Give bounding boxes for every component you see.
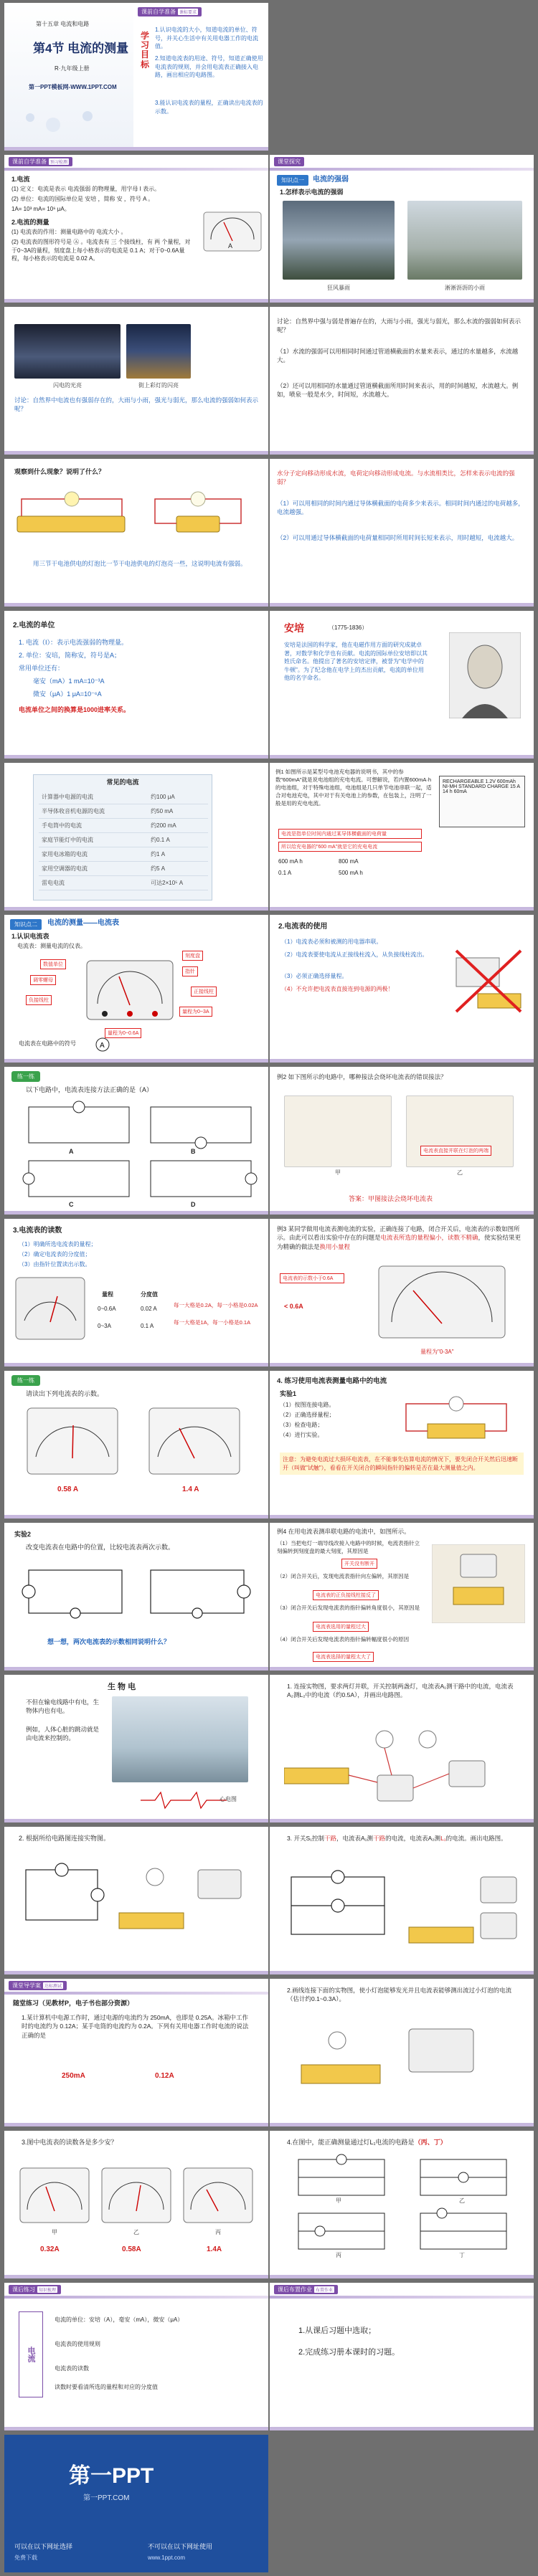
units-heading: 2.电流的单位 bbox=[13, 622, 55, 629]
slide-21-bio-electricity bbox=[4, 1675, 268, 1822]
exp1-step-3: （3）检查电路； bbox=[280, 1422, 324, 1428]
practice-circuits bbox=[14, 1100, 258, 1207]
answer-yi: 0.58A bbox=[122, 2245, 141, 2253]
ammeter-symbol-icon bbox=[95, 1037, 110, 1052]
usage-3: （3）必须正确选择量程。 bbox=[281, 973, 348, 979]
section-label: 知识点一 bbox=[277, 175, 308, 186]
slide-4-discussion bbox=[4, 307, 268, 455]
brand-text: 第一PPT模板网-WWW.1PPT.COM bbox=[29, 84, 117, 90]
footer-stripe bbox=[4, 147, 268, 151]
goal-label: 学习目标 bbox=[141, 31, 150, 70]
summary-2: 电流表的使用规则 bbox=[55, 2341, 100, 2347]
division-2: 0.1 A bbox=[141, 1323, 154, 1329]
label-dial: 刻度盘 bbox=[182, 951, 203, 961]
slide-23-task2 bbox=[4, 1827, 268, 1974]
slide-10-example1 bbox=[270, 763, 534, 911]
current-value: 约200 mA bbox=[148, 819, 208, 833]
current-row bbox=[39, 876, 208, 890]
example4-a3: 电流表选用的量程过大 bbox=[313, 1622, 369, 1632]
meter-2 bbox=[148, 1407, 241, 1475]
calc-4: 500 mA h bbox=[339, 870, 363, 876]
example1-highlight-1: 电流是指单位时间内通过某导体横截面的电荷量 bbox=[278, 829, 422, 839]
usage-4: （4）不允许把电流表直接连到电源的两极！ bbox=[281, 986, 394, 992]
task4-text: 2.画线连接下面的实物图，使小灯泡能够发光并且电流表能够测出流过小灯泡的电流（估计约0.1~0.3A）。 bbox=[287, 1987, 512, 2003]
decorative-dots bbox=[16, 103, 123, 138]
discussion-question: 讨论：自然界中电流也有强弱存在的，大雨与小雨，强光与弱光，那么电流的强弱如何表示呢？ bbox=[14, 396, 259, 413]
label-range-3a: 量程为0~3A bbox=[179, 1007, 212, 1017]
caption-meter-jia: 甲 bbox=[52, 2229, 57, 2235]
option-d: D bbox=[191, 1201, 196, 1208]
task3-components bbox=[402, 1870, 524, 1956]
exp1-step-4: （4）进行实验。 bbox=[280, 1432, 324, 1438]
division-1: 0.02 A bbox=[141, 1306, 157, 1312]
example3-ammeter bbox=[377, 1265, 506, 1344]
example4-q4: （4）闭合开关后发现电流表的指针偏转幅度很小的原因 bbox=[277, 1636, 410, 1643]
lightning-image bbox=[14, 324, 121, 379]
bio-para-2: 例如，人体心脏的跳动就是由电流来控制的。 bbox=[26, 1726, 100, 1742]
red-note-2: 每一大格是1A，每一小格是0.1A bbox=[174, 1319, 251, 1326]
slide-30-homework bbox=[270, 2283, 534, 2430]
slide-4b-water bbox=[270, 307, 534, 455]
current-row bbox=[39, 847, 208, 862]
observe-answer: 用三节干电池供电的灯泡比一节干电池供电的灯泡亮一些，这说明电流有强弱。 bbox=[33, 560, 247, 567]
ecg-caption: 心电图 bbox=[220, 1796, 237, 1802]
usage-1: （1）电流表必须和被测的用电器串联。 bbox=[281, 938, 382, 945]
precheck-line-7: (2) 电流表的图形符号是 Ⓐ 。电流表有 三 个接线柱，有 两 个量程，对于0~3A的量程，刻度盘上每小格表示的电流是 0.1 A；对于0~0.6A量程，每小格表示的电流是 0.02 A。 bbox=[11, 239, 191, 262]
meter-yi bbox=[100, 2167, 172, 2224]
storm-image bbox=[283, 201, 395, 280]
caption-jia-circuit: 甲 bbox=[336, 2197, 341, 2204]
example4-q3: （3）闭合开关后发现电流表的指针偏转角度很小，其原因是 bbox=[277, 1605, 420, 1611]
slide-24-task3 bbox=[270, 1827, 534, 1974]
current-row bbox=[39, 833, 208, 847]
circuit-one-cell bbox=[141, 488, 255, 538]
precheck-line-6: (1) 电流表的作用：测量电路中的 电流大小 。 bbox=[11, 229, 127, 235]
col-range: 量程 bbox=[102, 1291, 113, 1298]
units-line-4: 毫安（mA）1 mA=10⁻³A bbox=[33, 678, 105, 685]
meter-2-answer: 1.4 A bbox=[182, 1486, 199, 1493]
meter-1 bbox=[26, 1407, 119, 1475]
slide-15-reading bbox=[4, 1219, 268, 1367]
caption-lightning: 闪电的光亮 bbox=[53, 382, 82, 389]
current-device: 半导体收音机电源的电流 bbox=[39, 804, 148, 819]
section-2-label: 知识点二 bbox=[10, 919, 42, 930]
caption-meter-yi: 乙 bbox=[133, 2229, 139, 2235]
precheck-line-5: 2.电流的测量 bbox=[11, 219, 49, 226]
current-device: 家用空调器的电流 bbox=[39, 862, 148, 876]
summary-3: 电流表的读数 bbox=[55, 2365, 89, 2372]
badge-explore: 课堂探究 bbox=[274, 157, 304, 166]
slide-11-ammeter bbox=[4, 915, 268, 1063]
goal-1: 1.认识电流的大小，知道电流的单位、符号，并关心生活中有关用电器工作的电流值。 bbox=[155, 27, 258, 50]
slide-1-title bbox=[4, 3, 268, 151]
homework-2: 2.完成练习册本课时的习题。 bbox=[298, 2348, 400, 2357]
slide-26-task4 bbox=[270, 1979, 534, 2126]
subheading: 1.怎样表示电流的强弱 bbox=[280, 189, 344, 196]
current-value: 约50 mA bbox=[148, 804, 208, 819]
example4-a2: 电流表的正负接线柱接反了 bbox=[313, 1590, 379, 1600]
example4-q2: （2）闭合开关后，发现电流表指针向左偏转，其原因是 bbox=[277, 1573, 410, 1579]
caption-yi: 乙 bbox=[457, 1169, 463, 1176]
test-question: 1.某计算机中电源工作时，通过电源的电流约为 250mA，也即是 0.25A。冰箱中工作时的电流约为 0.12A；某手电筒的电流约为 0.2A。下列有关用电器工作时电流的说法正确的是 bbox=[22, 2014, 249, 2039]
current-device: 家用电冰箱的电流 bbox=[39, 847, 148, 862]
meter-1-answer: 0.58 A bbox=[57, 1486, 79, 1493]
task3-text: 3. 开关S₁控制干路，电流表A₁测干路的电流，电流表A₂测L₁的电流。画出电路图。 bbox=[287, 1835, 507, 1842]
caption-meter-bing: 丙 bbox=[215, 2229, 221, 2235]
slide-5-observe bbox=[4, 459, 268, 607]
wrong-connection-diagram bbox=[449, 944, 528, 1015]
summary-1: 电流的单位：安培（A），毫安（mA），微安（μA） bbox=[55, 2316, 184, 2323]
slide-22-task1 bbox=[270, 1675, 534, 1822]
slide-16-example3 bbox=[270, 1219, 534, 1367]
reading-step-2: （2）确定电流表的分度值； bbox=[19, 1251, 91, 1258]
current-row bbox=[39, 790, 208, 804]
task3-diagram bbox=[284, 1870, 392, 1949]
caption-yi-circuit: 乙 bbox=[459, 2197, 465, 2204]
ampere-name: 安培 bbox=[284, 622, 304, 634]
observe-question: 观察到什么现象？说明了什么？ bbox=[14, 468, 105, 475]
current-value: 可达2×10⁵ A bbox=[148, 876, 208, 890]
task2-text: 2. 根据所给电路图连接实物图。 bbox=[19, 1835, 110, 1842]
example4-a4: 电流表选择的量程太大了 bbox=[313, 1652, 374, 1662]
table-title: 常见的电流 bbox=[106, 779, 139, 786]
badge-precheck: 课前自学准备 预习检测 bbox=[9, 157, 72, 166]
battery-label: RECHARGEABLE 1.2V 600mAh NI-MH STANDARD CHARGE 15 A 14 h 60mA bbox=[439, 776, 525, 827]
practice-tag-2: 练一练 bbox=[11, 1375, 40, 1386]
example2-image-b bbox=[406, 1095, 514, 1167]
caption-street-lights: 街上彩灯的闪亮 bbox=[138, 382, 179, 389]
exp2-question: 改变电流表在电路中的位置，比较电流表两次示数。 bbox=[26, 1544, 175, 1551]
svg-text:A: A bbox=[100, 1042, 105, 1050]
ammeter-image bbox=[202, 208, 263, 252]
example4-text: 例4 在用电流表测串联电路的电流中，如图所示。 bbox=[277, 1528, 410, 1535]
water-point-1: （1）水流的强弱可以用相同时间通过管道横截面的水量来表示，通过的水量越多，水流越大。 bbox=[277, 348, 519, 364]
slide-14-example2 bbox=[270, 1067, 534, 1215]
current-device: 家庭节能灯中的电流 bbox=[39, 833, 148, 847]
circuits-question: 4.在图中，能正确测量通过灯L₁电流的电路是（丙、丁） bbox=[287, 2139, 447, 2146]
slide-17-read-meters bbox=[4, 1371, 268, 1518]
practice-question: 以下电路中，电流表连接方法正确的是（A） bbox=[26, 1086, 154, 1093]
bio-para-1: 不但在输电线路中有电，生物体内也有电。 bbox=[26, 1698, 100, 1715]
slide-13-practice bbox=[4, 1067, 268, 1215]
section-title: 电流的强弱 bbox=[313, 176, 349, 184]
slide-18-experiment1 bbox=[270, 1371, 534, 1518]
units-line-2: 2. 单位：安培，简称安，符号是A； bbox=[19, 652, 121, 659]
slide-19-experiment2 bbox=[4, 1523, 268, 1670]
example3-red-3: 量程为"0-3A" bbox=[420, 1349, 454, 1355]
test-answer-2: 0.12A bbox=[155, 2072, 174, 2080]
current-value: 约0.1 A bbox=[148, 833, 208, 847]
calc-3: 0.1 A bbox=[278, 870, 292, 876]
slide-7-units bbox=[4, 611, 268, 759]
slide-2-precheck bbox=[4, 155, 268, 303]
footer-left-top: 可以在以下网址选择 bbox=[14, 2543, 73, 2550]
chapter-label: 第十五章 电流和电路 bbox=[36, 21, 90, 27]
usage-heading: 2.电流表的使用 bbox=[278, 923, 328, 931]
slide-29-summary bbox=[4, 2283, 268, 2430]
caption-storm: 狂风暴雨 bbox=[327, 285, 350, 291]
current-value: 约100 μA bbox=[148, 790, 208, 804]
ammeter-definition: 电流表：测量电流的仪表。 bbox=[17, 943, 86, 949]
example2-answer: 答案：甲图接法会烧坏电流表 bbox=[349, 1195, 433, 1202]
circuit-options bbox=[284, 2152, 521, 2260]
calc-2: 800 mA bbox=[339, 858, 359, 865]
ecg-line bbox=[141, 1790, 227, 1811]
badge-summary: 课后练习 知识梳理 bbox=[9, 2285, 61, 2294]
summary-4: 读数时要看清所选的量程和对应的分度值 bbox=[55, 2384, 158, 2390]
ampere-portrait bbox=[449, 632, 521, 718]
current-row bbox=[39, 804, 208, 819]
slide-8-ampere bbox=[270, 611, 534, 759]
precheck-line-2: (1) 定义：电流是表示 电流强弱 的物理量，用字母 I 表示。 bbox=[11, 186, 161, 192]
example4-q1: （1）当把电灯一端导线改接入电路中的时候，电流表指针立刻偏转到刻度盘的最大刻度，其原因是 bbox=[277, 1540, 420, 1554]
answer-jia: 0.32A bbox=[40, 2245, 60, 2253]
exp1-step-1: （1）按图连接电路。 bbox=[280, 1402, 335, 1408]
label-unit: 数值单位 bbox=[40, 959, 66, 969]
slide-6-analogy bbox=[270, 459, 534, 607]
badge-prestudy: 课前自学准备 课标要求 bbox=[138, 7, 202, 16]
grade-label: R·九年级上册 bbox=[55, 65, 90, 72]
current-row bbox=[39, 819, 208, 833]
label-range-06a: 量程为0~0.6A bbox=[105, 1028, 141, 1038]
task1-components bbox=[284, 1718, 521, 1804]
current-value: 约5 A bbox=[148, 862, 208, 876]
slide-27-meter-readings bbox=[4, 2131, 268, 2278]
footer-banner bbox=[4, 2435, 268, 2572]
task2-diagram bbox=[19, 1863, 105, 1934]
answer-bing: 1.4A bbox=[207, 2245, 222, 2253]
caption-ding-circuit: 丁 bbox=[459, 2252, 465, 2258]
exp2-circuits bbox=[14, 1563, 258, 1627]
footer-logo: 第一PPT bbox=[69, 2464, 154, 2488]
task2-components bbox=[112, 1855, 255, 1941]
range-1: 0~0.6A bbox=[98, 1306, 116, 1312]
section-2-title: 电流的测量——电流表 bbox=[47, 919, 119, 927]
footer-right-top: 不可以在以下网址使用 bbox=[148, 2543, 213, 2550]
units-note: 电流单位之间的换算是1000进率关系。 bbox=[19, 706, 131, 713]
label-negative: 负接线柱 bbox=[26, 995, 52, 1005]
option-a: A bbox=[69, 1148, 74, 1155]
slide-9-common-currents bbox=[4, 763, 268, 911]
precheck-line-1: 1.电流 bbox=[11, 176, 30, 183]
analogy-lead: 水分子定向移动形成水流，电荷定向移动形成电流。与水流相类比，怎样来表示电流的强弱？ bbox=[277, 470, 515, 486]
current-value: 约1 A bbox=[148, 847, 208, 862]
test-title: 随堂练习（见教材P，电子书也部分资源） bbox=[13, 2000, 134, 2007]
caption-drizzle: 淅淅沥沥的小雨 bbox=[445, 285, 485, 291]
task4-components bbox=[294, 2022, 509, 2108]
readings-question: 3.图中电流表的读数各是多少安？ bbox=[22, 2139, 118, 2146]
current-device: 雷电电流 bbox=[39, 876, 148, 890]
svg-text:A: A bbox=[228, 242, 233, 249]
example2-red-label: 电流表直接并联在灯泡的两端 bbox=[420, 1146, 491, 1156]
meter-jia bbox=[19, 2167, 90, 2224]
col-division: 分度值 bbox=[141, 1291, 158, 1298]
label-pointer: 指针 bbox=[182, 966, 198, 976]
example2-image-a bbox=[284, 1095, 392, 1167]
red-note-1: 每一大格是0.2A，每一小格是0.02A bbox=[174, 1302, 258, 1308]
meter-bing bbox=[182, 2167, 254, 2224]
exp2-sub: 实验2 bbox=[14, 1531, 32, 1538]
current-row bbox=[39, 862, 208, 876]
water-point-2: （2）还可以用相同的水量通过管道横截面所用时间来表示，用的时间越短，水流越大。例如，喷泉一般是水少，时间短，水流越大。 bbox=[277, 382, 519, 399]
exp1-sub: 实验1 bbox=[280, 1390, 297, 1397]
ampere-years: （1775-1836） bbox=[329, 624, 368, 631]
current-device: 手电筒中的电流 bbox=[39, 819, 148, 833]
units-line-3: 常用单位还有： bbox=[19, 665, 65, 672]
goal-2: 2.知道电流表的用途、符号，知道正确使用电流表的规则，并会用电流表正确接入电路，画出相应的电路图。 bbox=[155, 55, 263, 79]
example3-red-1: 电流表的示数小于0.6A bbox=[280, 1273, 344, 1283]
drizzle-image bbox=[407, 201, 522, 280]
slide-12-usage bbox=[270, 915, 534, 1063]
analogy-point-1: （1）可以用相同的时间内通过导体横截面的电荷多少来表示。相同时间内通过的电荷越多，电流越强。 bbox=[277, 500, 524, 516]
calc-1: 600 mA h bbox=[278, 858, 303, 865]
footer-left-bottom[interactable]: 免费下载 bbox=[14, 2554, 37, 2561]
analogy-point-2: （2）可以用通过导体横截面的电荷量相同时所用时间长短来表示，用时越短，电流越大。 bbox=[277, 534, 519, 541]
badge-test: 课堂导学案 达标测试 bbox=[9, 1981, 67, 1990]
slide-28-circuits bbox=[270, 2131, 534, 2278]
summary-topic: 电流 bbox=[19, 2311, 43, 2397]
usage-2: （2）电流表要使电流从正接线柱流入，从负接线柱流出。 bbox=[281, 951, 428, 958]
units-line-5: 微安（μA）1 μA=10⁻⁶A bbox=[33, 690, 102, 698]
precheck-line-3: (2) 单位：电流的国际单位是 安培 ，简称 安 ，符号 A 。 bbox=[11, 196, 154, 202]
ammeter-symbol-label: 电流表在电路中的符号 bbox=[19, 1040, 76, 1047]
example3-red-2: < 0.6A bbox=[284, 1303, 303, 1310]
range-2: 0~3A bbox=[98, 1323, 111, 1329]
label-positive: 正接线柱 bbox=[191, 987, 217, 997]
read-question: 请读出下列电流表的示数。 bbox=[26, 1390, 104, 1397]
example1-text: 例1 如图所示是某型号电池充电器的说明书，其中的参数"600mA"就是说电池组的充电电流。可想解说，若内置600mA·h的电池组，对于特殊电池组，电池组是几只单节电池串联一起，适合对电池充电，其中对于有关电池上的参数，在包装上，注明了一般是用的充电电流。 bbox=[275, 769, 432, 807]
exp1-step-2: （2）正确选择量程； bbox=[280, 1412, 335, 1418]
bio-heading: 生 物 电 bbox=[108, 1683, 136, 1691]
practice-tag: 练一练 bbox=[11, 1071, 40, 1082]
caption-jia: 甲 bbox=[335, 1169, 341, 1176]
lesson-title: 第4节 电流的测量 bbox=[33, 42, 129, 55]
ammeter-subheading: 1.认识电流表 bbox=[11, 933, 49, 940]
hospital-image bbox=[112, 1696, 248, 1782]
slide-3-strength bbox=[270, 155, 534, 303]
street-lights-image bbox=[126, 324, 191, 379]
reading-ammeter bbox=[14, 1276, 86, 1341]
exp1-circuit bbox=[399, 1392, 514, 1443]
common-current-table bbox=[33, 774, 212, 900]
reading-step-3: （3）由指针位置读出示数。 bbox=[19, 1261, 91, 1268]
homework-1: 1.从课后习题中选取； bbox=[298, 2327, 377, 2335]
footer-url: 第一PPT.COM bbox=[83, 2494, 130, 2502]
reading-heading: 3.电流表的读数 bbox=[13, 1227, 62, 1235]
slide-25-test bbox=[4, 1979, 268, 2126]
task1-text: 1. 连接实物图，要求两灯并联，开关控制两盏灯，电流表A₁测干路中的电流，电流表A₂测L₂中的电流（约0.5A），并画出电路图。 bbox=[287, 1683, 514, 1699]
caption-bing-circuit: 丙 bbox=[336, 2252, 341, 2258]
badge-homework: 课后布置作业 布置作业 bbox=[274, 2285, 338, 2294]
example3-text: 例3 某同学做用电流表测电流的实验，正确连接了电路，闭合开关后，电流表的示数如图所示。由此可以看出实验中存在的问题是电流表所选的量程偏小，读数不精确，使实验结果更为精确的做法是换用小量程 bbox=[277, 1225, 522, 1250]
option-c: C bbox=[69, 1201, 74, 1208]
label-zero-knob: 调零螺母 bbox=[30, 975, 56, 985]
units-line-1: 1. 电流（I）：表示电流强弱的物理量。 bbox=[19, 639, 128, 646]
exp1-heading: 4. 练习使用电流表测量电路中的电流 bbox=[277, 1377, 387, 1385]
exp2-answer: 想一想，两次电流表的示数相同说明什么？ bbox=[47, 1638, 171, 1645]
goal-3: 3.能认识电流表的量程，正确读出电流表的示数。 bbox=[155, 100, 263, 115]
slide-20-example4 bbox=[270, 1523, 534, 1670]
example1-highlight-2: 所以给充电器的"600 mA"就是它的充电电流 bbox=[278, 842, 422, 852]
reading-step-1: （1）明确所选电流表的量程； bbox=[19, 1241, 97, 1247]
option-b: B bbox=[191, 1148, 196, 1155]
example2-text: 例2 如下图所示的电路中，哪种接法会烧坏电流表的错误接法？ bbox=[277, 1073, 447, 1080]
ammeter-diagram bbox=[83, 954, 176, 1022]
precheck-line-4: 1A= 10³ mA= 10⁶ μA。 bbox=[11, 206, 70, 212]
current-device: 计算器中电源的电流 bbox=[39, 790, 148, 804]
ampere-bio: 安培是法国的科学家，他在电磁作用方面的研究成就卓著，对数学和化学也有贡献。电流的国际单位安培即以其姓氏命名。他提出了著名的安培定律，被誉为"电学中的牛顿"。为了纪念他在电学上的杰出贡献，电流的单位用他的名字命名。 bbox=[284, 642, 428, 682]
footer-right-bottom[interactable]: www.1ppt.com bbox=[148, 2554, 186, 2561]
test-answer-1: 250mA bbox=[62, 2072, 85, 2080]
exp1-note: 注意：为避免电流过大损坏电流表，在不能事先估算电流的情况下，要先闭合开关然后迅速断开（叫做"试触"），看看在开关闭合的瞬间指针的偏转是否在最大测量值之内。 bbox=[280, 1453, 524, 1475]
example4-a1: 开关没有断开 bbox=[341, 1559, 377, 1569]
water-discussion: 讨论：自然界中强与弱是普遍存在的，大雨与小雨，强光与弱光，那么水流的强弱如何表示呢？ bbox=[277, 318, 522, 334]
circuit-three-cells bbox=[14, 488, 129, 538]
example4-image bbox=[432, 1544, 525, 1623]
